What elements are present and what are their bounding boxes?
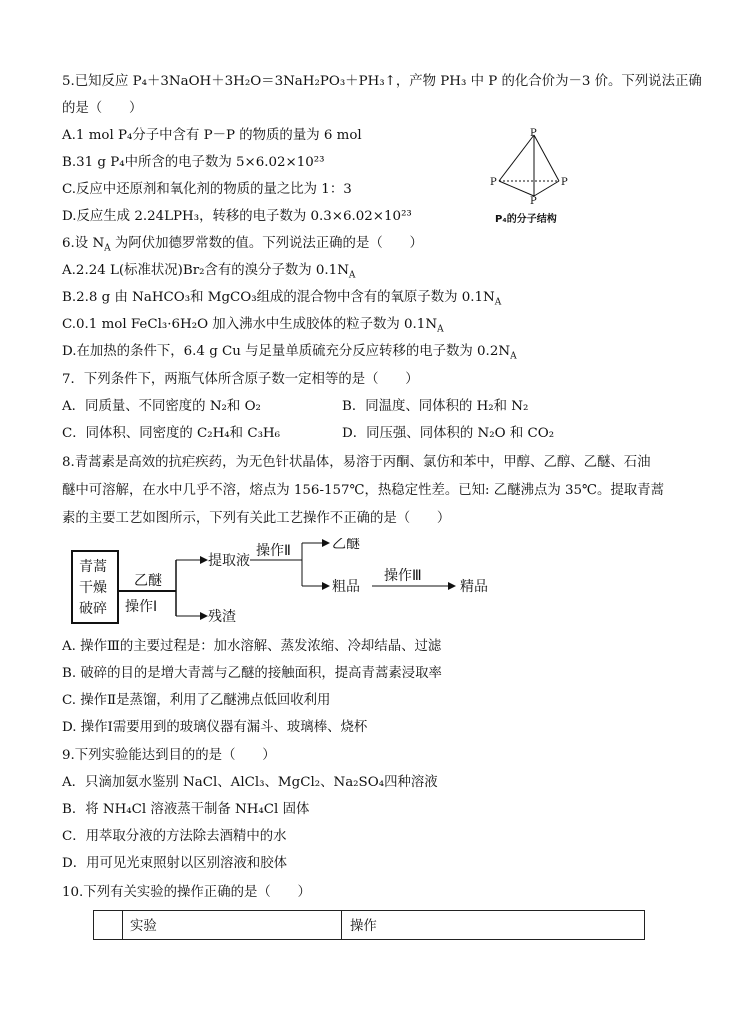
q9-option-a: A．只滴加氨水鉴别 NaCl、AlCl₃、MgCl₂、Na₂SO₄四种溶液 [62,775,438,790]
flow-reagent-label: 乙醚 [134,573,162,589]
q8-option-d: D. 操作Ⅰ需要用到的玻璃仪器有漏斗、玻璃棒、烧杯 [62,720,368,735]
q5-stem-line1: 5.已知反应 P₄＋3NaOH＋3H₂O＝3NaH₂PO₃＋PH₃↑，产物 PH₃ 中 P 的化合价为－3 价。下列说法正确 [62,74,702,89]
q10-header-experiment: 实验 [130,919,157,934]
q10-table [93,910,645,940]
q7-option-c: C．同体积、同密度的 C₂H₄和 C₃H₆ [62,426,280,441]
q8-stem-line3: 素的主要工艺如图所示，下列有关此工艺操作不正确的是（ ） [62,511,451,526]
q5-option-a: A.1 mol P₄分子中含有 P－P 的物质的量为 6 mol [62,128,362,143]
q9-option-b: B．将 NH₄Cl 溶液蒸干制备 NH₄Cl 固体 [62,802,310,817]
q7-option-b: B．同温度、同体积的 H₂和 N₂ [342,399,529,414]
q8-stem-line1: 8.青蒿素是高效的抗疟疾药，为无色针状晶体，易溶于丙酮、氯仿和苯中，甲醇、乙醇、乙醚、石油 [62,455,651,470]
flow-crude-label: 粗品 [332,579,360,595]
p4-molecule-figure [487,126,577,226]
flow-extract-label: 提取液 [208,553,250,569]
extraction-flow-diagram [70,538,520,630]
q5-option-d: D.反应生成 2.24LPH₃，转移的电子数为 0.3×6.02×10²³ [62,209,412,224]
q10-stem: 10.下列有关实验的操作正确的是（ ） [62,885,311,900]
q8-stem-line2: 醚中可溶解，在水中几乎不溶，熔点为 156-157℃，热稳定性差。已知: 乙醚沸点为 35℃。提取青蒿 [62,483,664,498]
flow-op1-label: 操作Ⅰ [125,599,158,615]
q8-option-b: B. 破碎的目的是增大青蒿与乙醚的接触面积，提高青蒿素浸取率 [62,666,442,681]
flow-op3-label: 操作Ⅲ [384,568,422,584]
q7-stem: 7．下列条件下，两瓶气体所含原子数一定相等的是（ ） [62,372,419,387]
q7-option-d: D．同压强、同体积的 N₂O 和 CO₂ [342,426,555,441]
q6-option-a: A.2.24 L(标准状况)Br₂含有的溴分子数为 $0.1N_A$ [62,263,356,281]
q10-header-operation: 操作 [350,919,377,934]
flow-box-text-1: 青蒿 [79,559,107,575]
q10-table-cell-index [94,911,123,939]
flow-box-text-3: 破碎 [79,601,107,617]
q8-option-a: A. 操作Ⅲ的主要过程是：加水溶解、蒸发浓缩、冷却结晶、过滤 [62,639,442,654]
q6-option-c: C.0.1 mol FeCl₃·6H₂O 加入沸水中生成胶体的粒子数为 $0.1N_A$ [62,317,444,335]
q6-option-d: D.在加热的条件下，6.4 g Cu 与足量单质硫充分反应转移的电子数为 $0.2N_A$ [62,344,517,362]
q5-stem-line2: 的是（ ） [62,101,143,116]
flow-box-text-2: 干燥 [79,580,107,596]
p4-atom-right: P [561,177,568,188]
flow-fine-label: 精品 [460,579,488,595]
p4-atom-left: P [490,177,497,188]
q8-option-c: C. 操作Ⅱ是蒸馏，利用了乙醚沸点低回收利用 [62,693,331,708]
q6-option-b: B.2.8 g 由 NaHCO₃和 MgCO₃组成的混合物中含有的氧原子数为 $0.1N_A$ [62,290,502,308]
flow-residue-label: 残渣 [208,609,236,625]
p4-atom-bottom: P [530,196,537,207]
q9-stem: 9.下列实验能达到目的的是（ ） [62,748,276,763]
q5-option-c: C.反应中还原剂和氧化剂的物质的量之比为 1：3 [62,182,352,197]
flow-op2-label: 操作Ⅱ [256,543,291,559]
q7-option-a: A．同质量、不同密度的 N₂和 O₂ [62,399,261,414]
q9-option-c: C．用萃取分液的方法除去酒精中的水 [62,829,287,844]
q5-option-b: B.31 g P₄中所含的电子数为 5×6.02×10²³ [62,155,325,170]
q6-stem: 6.设 $N_A$ 为阿伏加德罗常数的值。下列说法正确的是（ ） [62,236,423,254]
flow-ether-label: 乙醚 [332,538,360,552]
p4-figure-caption: P₄的分子结构 [495,214,557,225]
p4-atom-top: P [530,128,537,139]
q9-option-d: D．用可见光束照射以区别溶液和胶体 [62,856,287,871]
